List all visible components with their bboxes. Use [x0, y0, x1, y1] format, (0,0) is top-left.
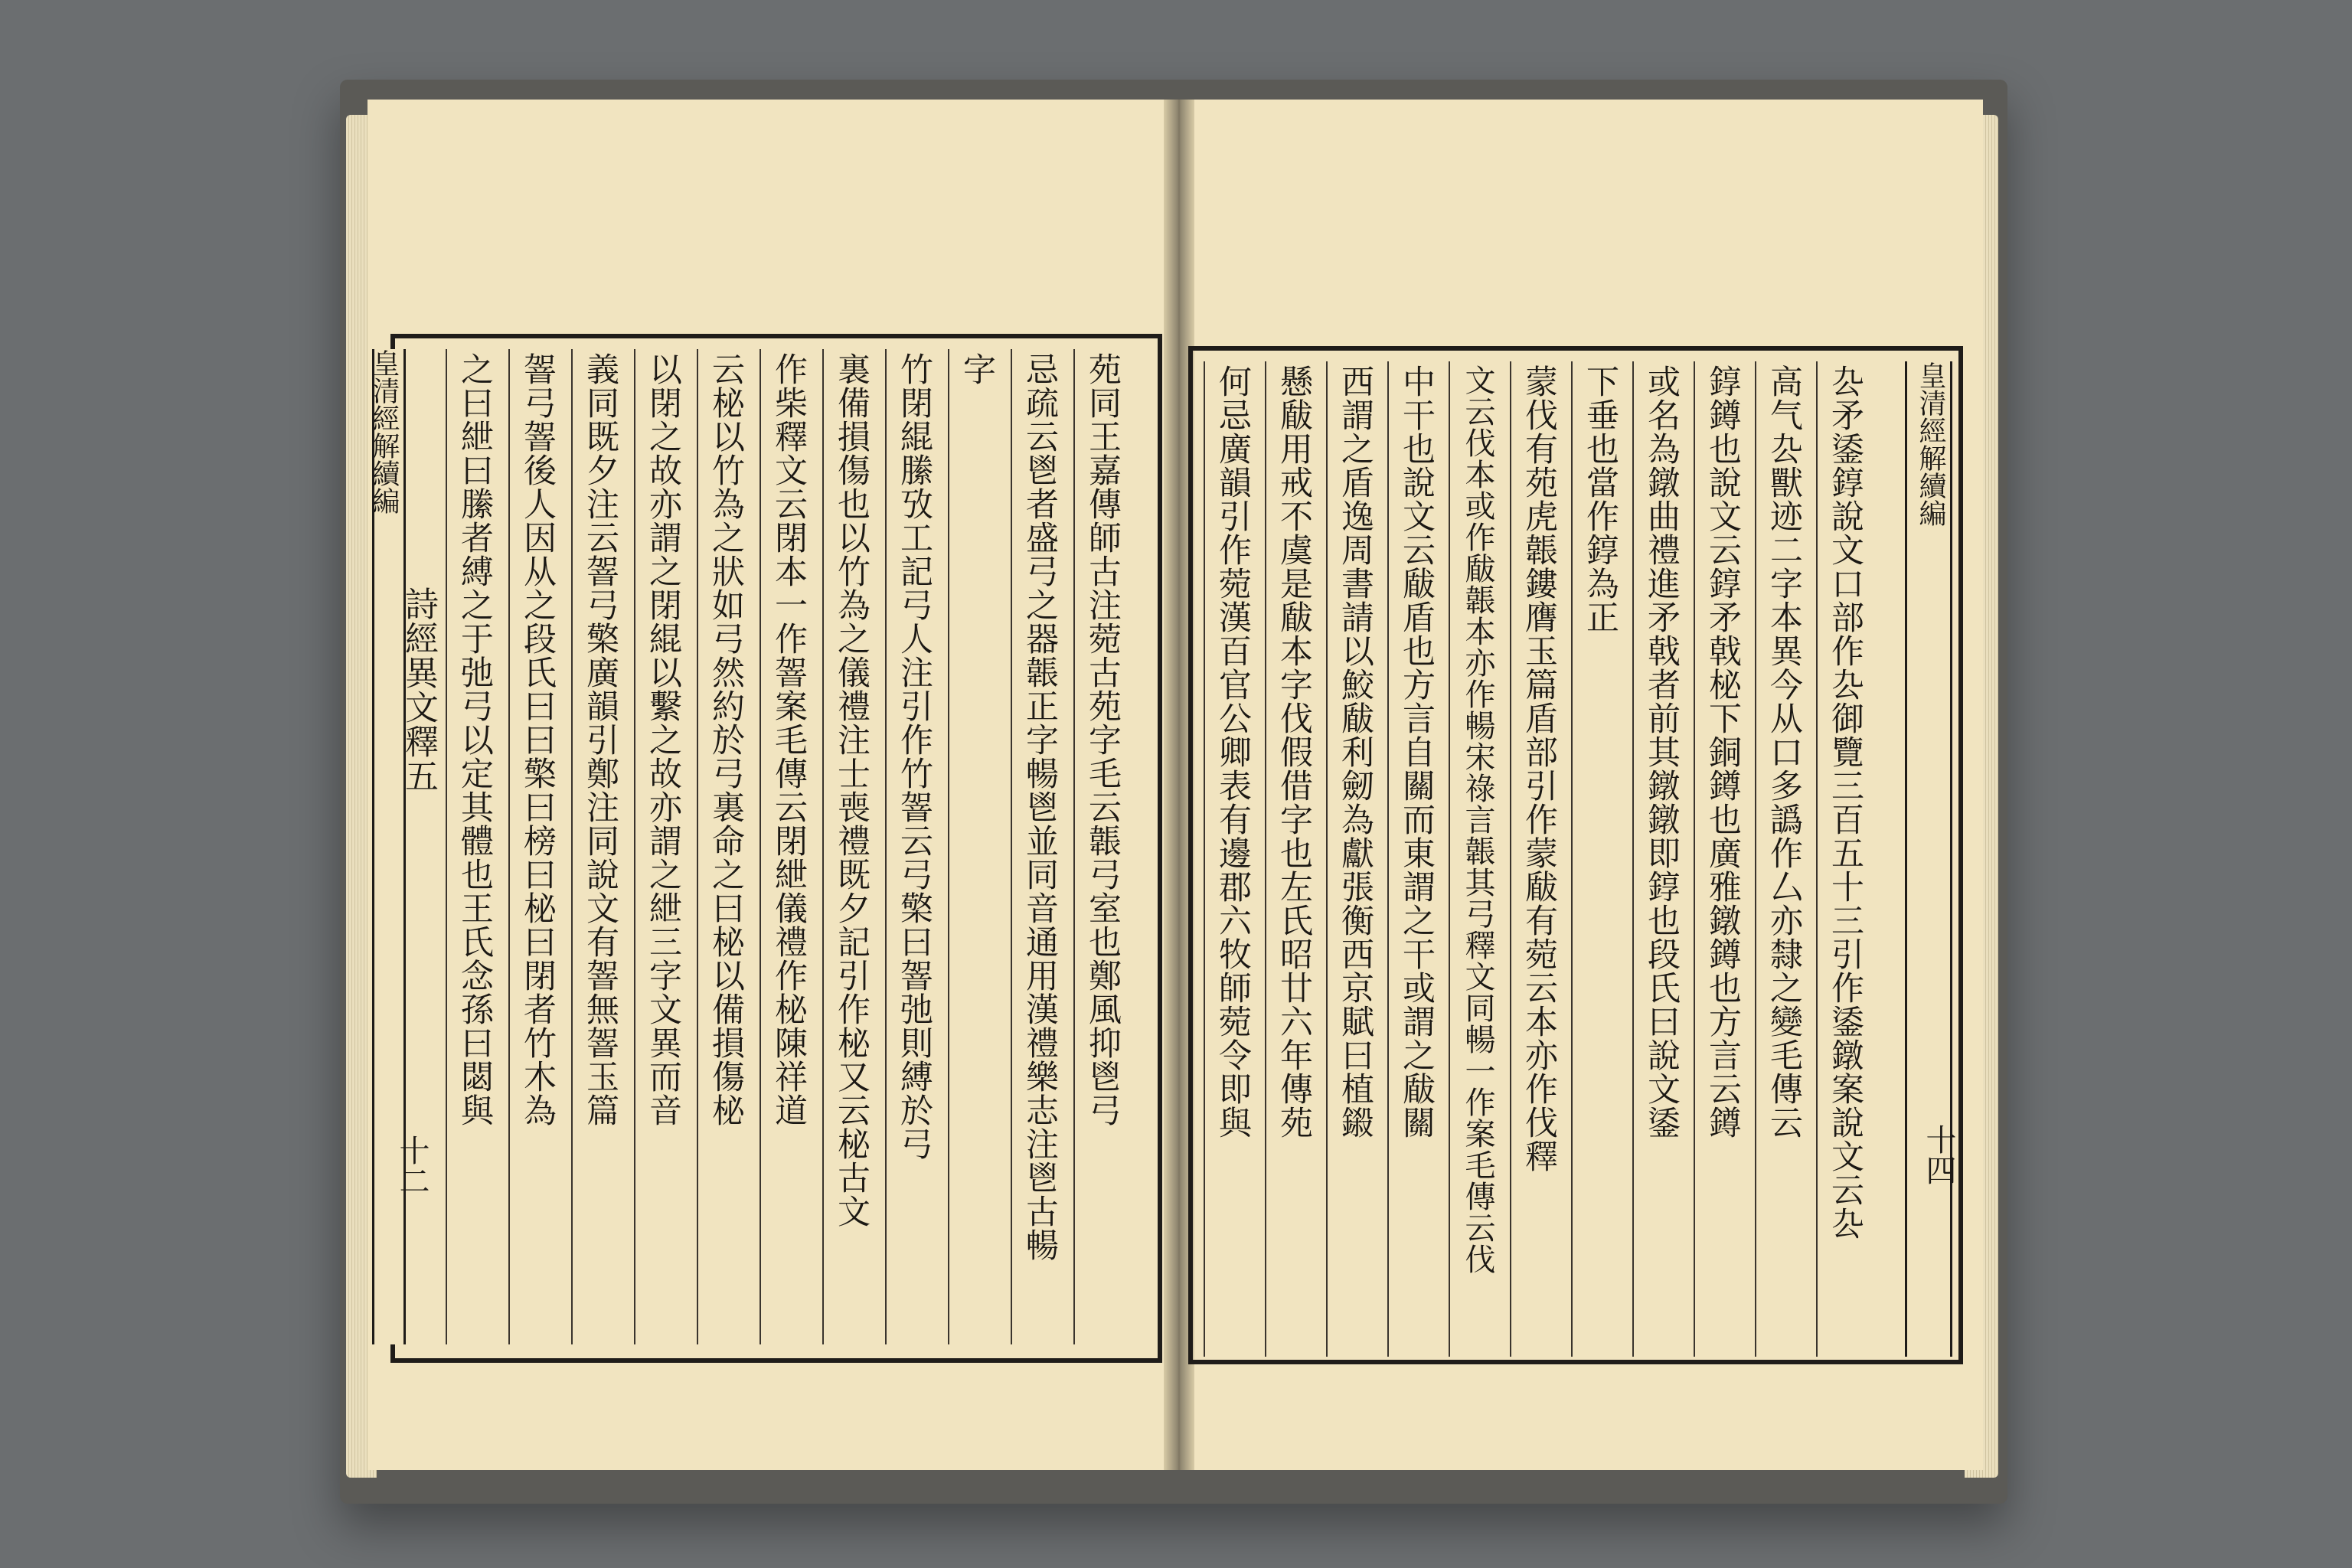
right-spine-title-text: 皇清經解續編 [1915, 361, 1946, 527]
left-folio: 十二 [394, 1135, 430, 1196]
left-col-7: 云柲以竹為之狀如弓然約於弓裏命之曰柲以備損傷柲 [697, 349, 752, 1344]
left-col-3: 字 [948, 349, 1003, 1344]
left-col-9: 義同既夕注云䪪弓檠廣韻引鄭注同說文有䪪無䪪玉篇 [571, 349, 626, 1344]
right-col-8: 中干也說文云瞂盾也方言自關而東謂之干或謂之瞂關 [1387, 361, 1442, 1357]
left-col-11: 之曰紲曰縢者縛之于弛弓以定其體也王氏念孫曰閟與 [446, 349, 501, 1344]
right-col-3: 錞鐏也說文云錞矛戟柲下銅鐏也廣雅鐓鐏也方言云鐏 [1694, 361, 1749, 1357]
right-text-frame [1188, 346, 1963, 1364]
right-col-9: 西謂之盾逸周書請以鮫瞂利劒為獻張衡西京賦曰植鎩 [1326, 361, 1381, 1357]
left-spine-title-text: 皇清經解續編 [368, 349, 400, 514]
right-col-1: 厹矛鋈錞說文口部作厹御覽三百五十三引作鋈鐓案說文云厹 [1816, 361, 1871, 1357]
right-col-10: 懸瞂用戒不虞是瞂本字伐假借字也左氏昭廿六年傳苑 [1265, 361, 1320, 1357]
right-spine-title [1905, 361, 1952, 1357]
right-col-5: 下垂也當作錞為正 [1571, 361, 1626, 1357]
left-col-6: 作柴釋文云閉本一作䪪案毛傳云閉紲儀禮作柲陳祥道 [760, 349, 815, 1344]
left-col-2: 忌疏云鬯者盛弓之器韔正字暢鬯並同音通用漢禮樂志注鬯古暢 [1011, 349, 1066, 1344]
right-col-11: 何忌廣韻引作菀漢百官公卿表有邊郡六牧師菀令即與 [1204, 361, 1259, 1357]
left-col-8: 以閉之故亦謂之閉緄以繫之故亦謂之紲三字文異而音 [634, 349, 689, 1344]
right-col-6: 蒙伐有苑虎韔鏤膺玉篇盾部引作蒙瞂有菀云本亦作伐釋 [1510, 361, 1565, 1357]
left-col-5: 裏備損傷也以竹為之儀禮注士喪禮既夕記引作柲又云柲古文 [822, 349, 877, 1344]
right-col-7: 文云伐本或作瞂韔本亦作暢宋祿言韔其弓釋文同暢一作案毛傳云伐 [1449, 361, 1504, 1357]
left-col-1: 苑同王嘉傳師古注菀古苑字毛云韔弓室也鄭風抑鬯弓 [1073, 349, 1129, 1344]
right-folio: 十四 [1921, 1124, 1956, 1185]
right-col-4: 或名為鐓曲禮進矛戟者前其鐓鐓即錞也段氏曰說文鋈 [1632, 361, 1687, 1357]
left-col-10: 䪪弓䪪後人因从之段氏曰曰檠曰榜曰柲曰閉者竹木為 [508, 349, 564, 1344]
right-col-2: 高气厹獸迹二字本異今从口多譌作厶亦隸之變毛傳云 [1755, 361, 1810, 1357]
left-section-label: 詩經異文釋五 [399, 586, 438, 793]
left-text-frame [368, 334, 1162, 1363]
left-col-4: 竹閉緄縢攷工記弓人注引作竹䪪云弓檠曰䪪弛則縛於弓 [885, 349, 940, 1344]
